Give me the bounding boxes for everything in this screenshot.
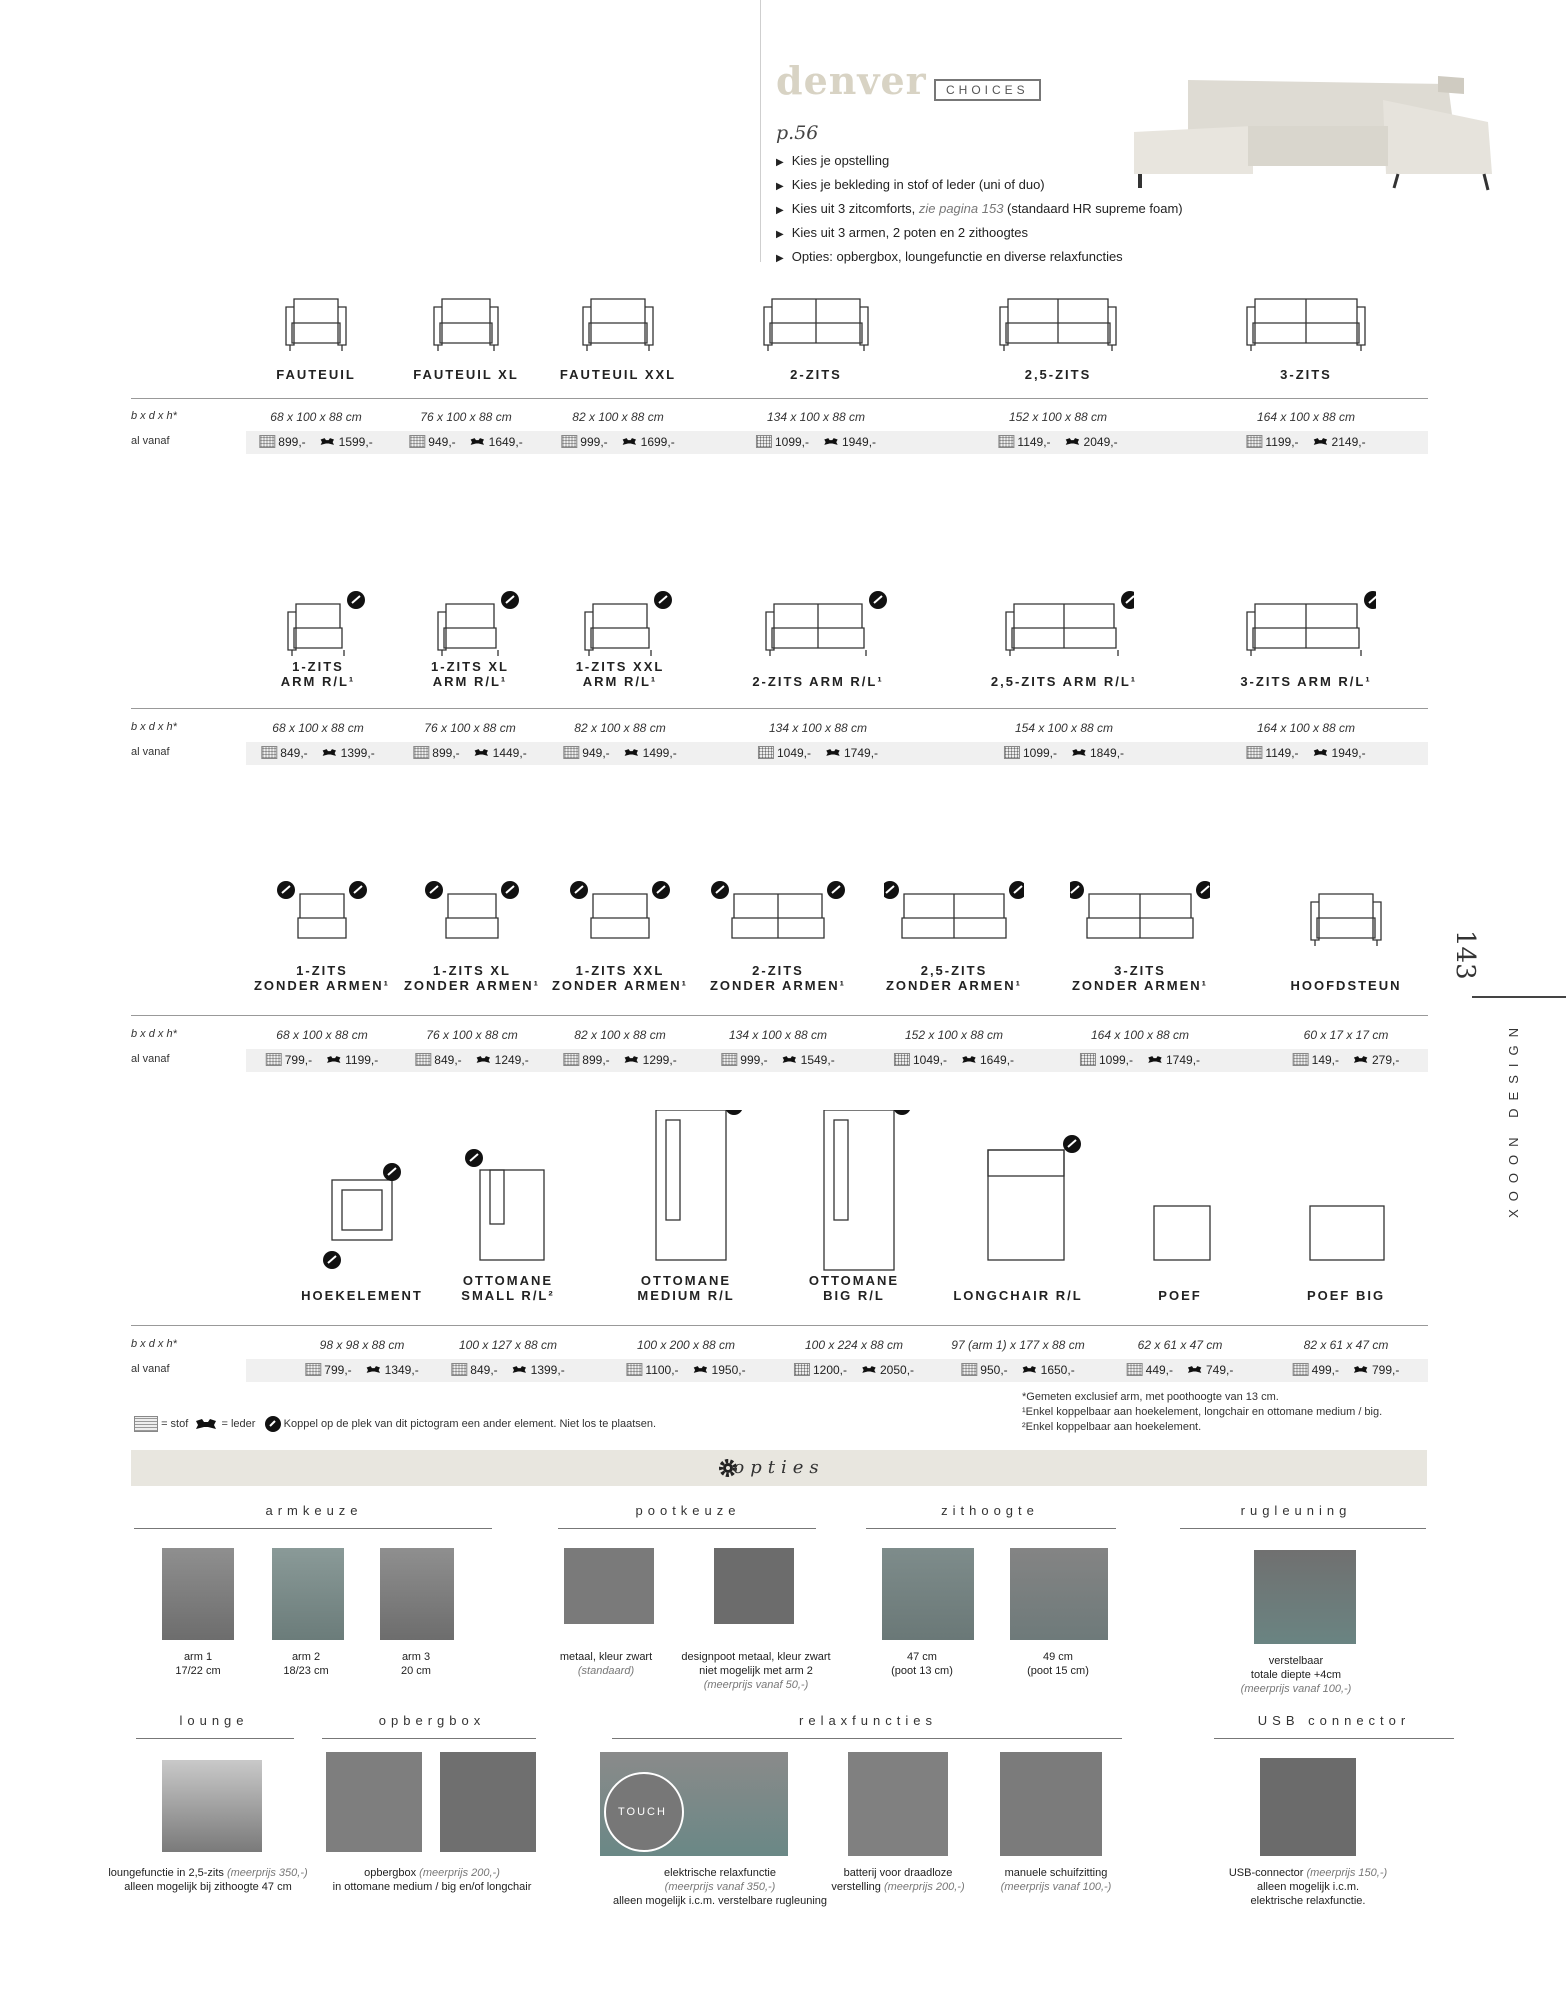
leather-icon [1065, 436, 1081, 447]
sofa-hero-image [1128, 70, 1500, 200]
legend-leather-label: = leder [221, 1417, 256, 1430]
product-dimensions: 82 x 61 x 47 cm [1303, 1338, 1389, 1352]
fabric-price: 899,- [278, 435, 306, 449]
feature-item: ▶ Kies je bekleding in stof of leder (uni of duo) [776, 174, 1183, 198]
caption-relax-electric: elektrische relaxfunctie (meerprijs vanaf 350,-) alleen mogelijk i.c.m. verstelbare rugleuning [613, 1867, 827, 1907]
price-row-label: al vanaf [131, 435, 170, 447]
corner-element-icon [292, 1110, 432, 1290]
caption-leg1: metaal, kleur zwart (standaard) [559, 1651, 653, 1677]
divider [134, 1528, 492, 1529]
product-dimensions: 134 x 100 x 88 cm [728, 1028, 828, 1042]
side-brand: XOOON DESIGN [1506, 1020, 1521, 1218]
leather-price: 1399,- [340, 746, 375, 760]
leather-price: 749,- [1206, 1363, 1234, 1377]
product-name: FAUTEUIL [276, 367, 356, 382]
caption-sliding-seat: manuele schuifzitting (meerprijs vanaf 100,-) [1000, 1867, 1112, 1893]
fabric-price: 1099,- [774, 435, 809, 449]
battery-photo [848, 1752, 948, 1856]
storage-photo-2 [440, 1752, 536, 1852]
feature-item: ▶ Kies uit 3 zitcomforts, zie pagina 153 (standaard HR supreme foam) [776, 198, 1183, 222]
fabric-icon [794, 1363, 810, 1376]
caption-lounge: loungefunctie in 2,5-zits (meerprijs 350,-) alleen mogelijk bij zithoogte 47 cm [108, 1867, 308, 1893]
leather-price: 2149,- [1331, 435, 1366, 449]
link-icon [1063, 1135, 1081, 1153]
fabric-icon [1246, 435, 1262, 448]
product-dimensions: 134 x 100 x 88 cm [766, 410, 866, 424]
leather-icon [366, 1364, 382, 1375]
caption-arm2: arm 2 18/23 cm [283, 1651, 329, 1677]
pouf-icon [1110, 1110, 1250, 1290]
product-name: POEF BIG [1306, 1288, 1386, 1303]
fabric-price: 1199,- [1265, 435, 1299, 449]
leather-price: 1349,- [384, 1363, 419, 1377]
product-name: 3-ZITS [1280, 367, 1332, 382]
product-price [1246, 435, 1365, 450]
leather-icon [782, 1054, 798, 1065]
product-name: 1-ZITS XL ARM R/L¹ [431, 659, 509, 689]
product-name: 1-ZITS XXL ARM R/L¹ [575, 659, 665, 689]
legend-fabric-label: = stof [161, 1417, 189, 1430]
footnotes [1022, 1390, 1382, 1435]
ottoman-big-icon [784, 1110, 924, 1290]
product-price [305, 1363, 418, 1378]
leather-icon [512, 1364, 528, 1375]
divider [558, 1528, 816, 1529]
fabric-price: 950,- [980, 1363, 1008, 1377]
table-divider [131, 1015, 1428, 1016]
product-name: 1-ZITS XL ZONDER ARMEN¹ [403, 963, 541, 993]
fabric-icon [305, 1363, 321, 1376]
leather-price: 799,- [1372, 1363, 1400, 1377]
product-name: FAUTEUIL XL [413, 367, 519, 382]
dims-row-label: b x d x h* [131, 721, 177, 733]
link-icon [884, 881, 899, 899]
leather-icon [1022, 1364, 1038, 1375]
caption-seat49: 49 cm (poot 15 cm) [1027, 1651, 1089, 1677]
fabric-icon [756, 435, 772, 448]
product-price [626, 1363, 745, 1378]
fabric-icon [266, 1053, 282, 1066]
touch-label: TOUCH [618, 1806, 667, 1818]
fabric-icon [1080, 1053, 1096, 1066]
leather-price: 1599,- [338, 435, 373, 449]
fabric-icon [563, 746, 579, 759]
product-price [413, 746, 526, 761]
dims-row-label: b x d x h* [131, 410, 177, 422]
leather-icon [1313, 436, 1329, 447]
product-name: HOOFDSTEUN [1290, 978, 1402, 993]
product-dimensions: 164 x 100 x 88 cm [1090, 1028, 1190, 1042]
leather-price: 1249,- [494, 1053, 529, 1067]
leather-price: 1499,- [642, 746, 677, 760]
leather-price: 1949,- [842, 435, 877, 449]
caption-battery: batterij voor draadloze verstelling (meerprijs 200,-) [831, 1867, 965, 1893]
link-icon [323, 1251, 341, 1269]
fabric-price: 849,- [434, 1053, 462, 1067]
product-price [758, 746, 878, 761]
link-icon [869, 591, 887, 609]
link-icon [725, 1110, 743, 1115]
link-icon [893, 1110, 911, 1115]
fabric-price: 799,- [284, 1053, 313, 1067]
usb-photo [1260, 1758, 1356, 1856]
product-dimensions: 76 x 100 x 88 cm [420, 410, 512, 424]
leather-icon [622, 436, 638, 447]
leather-icon [326, 1054, 342, 1065]
link-icon [501, 591, 519, 609]
product-name: OTTOMANE SMALL R/L² [461, 1273, 555, 1303]
link-icon [425, 881, 443, 899]
fabric-icon [1004, 746, 1020, 759]
footnote: ²Enkel koppelbaar aan hoekelement. [1022, 1421, 1202, 1433]
leather-icon [474, 747, 490, 758]
link-icon [349, 881, 367, 899]
leather-icon [1147, 1054, 1163, 1065]
product-price [894, 1053, 1014, 1068]
product-dimensions: 60 x 17 x 17 cm [1303, 1028, 1389, 1042]
caption-leg2: designpoot metaal, kleur zwart niet mogelijk met arm 2 (meerprijs vanaf 50,-) [681, 1651, 831, 1691]
fabric-icon [626, 1363, 642, 1376]
leather-icon [320, 436, 336, 447]
table-divider [131, 398, 1428, 399]
caption-storage: opbergbox (meerprijs 200,-) in ottomane medium / big en/of longchair [332, 1867, 532, 1893]
product-name: POEF [1158, 1288, 1202, 1303]
group-usb: USB connector [1257, 1713, 1411, 1728]
fabric-price: 449,- [1145, 1363, 1173, 1377]
fabric-price: 949,- [582, 746, 610, 760]
product-dimensions: 100 x 127 x 88 cm [458, 1338, 558, 1352]
product-name: FAUTEUIL XXL [559, 367, 677, 382]
footnote: ¹Enkel koppelbaar aan hoekelement, longchair en ottomane medium / big. [1022, 1406, 1383, 1418]
fabric-icon [261, 746, 277, 759]
ottoman-small-icon [438, 1110, 578, 1290]
leather-price: 1749,- [844, 746, 879, 760]
leather-icon [624, 747, 640, 758]
leather-price: 1949,- [1331, 746, 1366, 760]
product-price [998, 435, 1117, 450]
legend [134, 1416, 656, 1432]
fabric-icon [721, 1053, 737, 1066]
leg1-photo [564, 1548, 654, 1624]
link-icon [501, 881, 519, 899]
seat49-photo [1010, 1548, 1108, 1640]
fabric-price: 949,- [428, 435, 456, 449]
product-price [1080, 1053, 1200, 1068]
lounge-photo [162, 1760, 262, 1852]
product-dimensions: 76 x 100 x 88 cm [424, 721, 516, 735]
relax-electric-photo [600, 1752, 788, 1856]
product-name: 2,5-ZITS ARM R/L¹ [990, 674, 1138, 689]
product-price [1293, 1053, 1400, 1068]
product-dimensions: 68 x 100 x 88 cm [276, 1028, 368, 1042]
product-price [563, 746, 676, 761]
divider [136, 1738, 294, 1739]
storage-photo-1 [326, 1752, 422, 1852]
product-dimensions: 164 x 100 x 88 cm [1256, 410, 1356, 424]
fabric-icon [134, 1416, 158, 1432]
product-price [961, 1363, 1074, 1378]
product-dimensions: 68 x 100 x 88 cm [272, 721, 364, 735]
product-dimensions: 82 x 100 x 88 cm [574, 721, 666, 735]
link-icon [277, 881, 295, 899]
fabric-icon [1246, 746, 1262, 759]
fabric-price: 999,- [740, 1053, 768, 1067]
group-pootkeuze: pootkeuze [635, 1503, 741, 1518]
fabric-price: 1100,- [645, 1363, 679, 1377]
leg2-photo [714, 1548, 794, 1624]
leather-price: 1749,- [1166, 1053, 1201, 1067]
leather-price: 1549,- [800, 1053, 835, 1067]
header-divider [760, 0, 761, 262]
product-dimensions: 100 x 224 x 88 cm [804, 1338, 904, 1352]
divider [612, 1738, 1122, 1739]
product-dimensions: 68 x 100 x 88 cm [270, 410, 362, 424]
product-dimensions: 152 x 100 x 88 cm [1008, 410, 1108, 424]
fabric-icon [409, 435, 425, 448]
link-icon [1070, 881, 1084, 899]
leather-icon [194, 1417, 218, 1431]
product-price [1127, 1363, 1234, 1378]
fabric-icon [894, 1053, 910, 1066]
fabric-price: 1099,- [1098, 1053, 1133, 1067]
product-name: 3-ZITS ZONDER ARMEN¹ [1071, 963, 1209, 993]
product-dimensions: 98 x 98 x 88 cm [319, 1338, 405, 1352]
dims-row-label: b x d x h* [131, 1338, 177, 1350]
fabric-icon [998, 435, 1014, 448]
arm3-photo [380, 1548, 454, 1640]
leather-price: 1199,- [345, 1053, 379, 1067]
fabric-icon [259, 435, 275, 448]
product-price [1293, 1363, 1400, 1378]
group-zithoogte: zithoogte [941, 1503, 1039, 1518]
headrest-icon [1276, 880, 1416, 980]
arm1-photo [162, 1548, 234, 1640]
fabric-icon [415, 1053, 431, 1066]
seat47-photo [882, 1548, 974, 1640]
product-price [1246, 746, 1365, 761]
feature-list [776, 150, 1183, 270]
link-icon [1196, 881, 1210, 899]
group-rugleuning: rugleuning [1240, 1503, 1352, 1518]
fabric-price: 499,- [1311, 1363, 1339, 1377]
choices-badge: CHOICES [934, 79, 1041, 101]
ottoman-medium-icon [616, 1110, 756, 1290]
product-dimensions: 164 x 100 x 88 cm [1256, 721, 1356, 735]
link-icon [265, 1416, 281, 1432]
leather-price: 1650,- [1040, 1363, 1075, 1377]
leather-icon [823, 436, 839, 447]
leather-price: 1299,- [642, 1053, 677, 1067]
fabric-price: 799,- [324, 1363, 352, 1377]
product-price [259, 435, 372, 450]
leather-icon [825, 747, 841, 758]
product-name: 2,5-ZITS ZONDER ARMEN¹ [885, 963, 1023, 993]
product-name: OTTOMANE MEDIUM R/L [637, 1273, 735, 1303]
product-price [756, 435, 876, 450]
caption-seat47: 47 cm (poot 13 cm) [891, 1651, 953, 1677]
link-icon [1121, 591, 1134, 609]
leather-icon [322, 747, 338, 758]
leather-icon [1353, 1054, 1369, 1065]
fabric-price: 149,- [1311, 1053, 1339, 1067]
leather-icon [693, 1364, 709, 1375]
price-row-label: al vanaf [131, 746, 170, 758]
product-dimensions: 152 x 100 x 88 cm [904, 1028, 1004, 1042]
price-row-label: al vanaf [131, 1053, 170, 1065]
leather-icon [1187, 1364, 1203, 1375]
link-icon [465, 1149, 483, 1167]
brand-title: denver [776, 58, 927, 103]
pouf-big-icon [1276, 1110, 1416, 1290]
product-dimensions: 62 x 61 x 47 cm [1137, 1338, 1223, 1352]
product-name: LONGCHAIR R/L [953, 1288, 1083, 1303]
product-name: HOEKELEMENT [301, 1288, 423, 1303]
fabric-price: 1099,- [1022, 746, 1057, 760]
footnote: *Gemeten exclusief arm, met poothoogte van 13 cm. [1022, 1391, 1279, 1403]
leather-price: 1649,- [980, 1053, 1015, 1067]
fabric-price: 849,- [280, 746, 308, 760]
fabric-icon [1127, 1363, 1143, 1376]
fabric-price: 899,- [432, 746, 460, 760]
product-name: 1-ZITS ARM R/L¹ [280, 659, 356, 689]
sliding-seat-photo [1000, 1752, 1102, 1856]
leather-icon [1071, 747, 1087, 758]
leather-price: 1849,- [1090, 746, 1125, 760]
fabric-icon [563, 1053, 579, 1066]
product-name: 3-ZITS ARM R/L¹ [1240, 674, 1372, 689]
side-rule [1472, 996, 1566, 998]
caption-usb: USB-connector (meerprijs 150,-) alleen mogelijk i.c.m. elektrische relaxfunctie. [1228, 1867, 1388, 1907]
product-dimensions: 97 (arm 1) x 177 x 88 cm [951, 1338, 1085, 1352]
fabric-price: 849,- [470, 1363, 498, 1377]
product-price [409, 435, 522, 450]
divider [1180, 1528, 1426, 1529]
product-dimensions: 82 x 100 x 88 cm [572, 410, 664, 424]
arm2-photo [272, 1548, 344, 1640]
divider [322, 1738, 536, 1739]
fabric-icon [451, 1363, 467, 1376]
longchair-icon [948, 1110, 1088, 1290]
leather-icon [624, 1054, 640, 1065]
product-price [794, 1363, 914, 1378]
fabric-icon [1293, 1053, 1309, 1066]
fabric-price: 1149,- [1265, 746, 1299, 760]
fabric-price: 1049,- [912, 1053, 947, 1067]
product-price [1004, 746, 1124, 761]
product-name: OTTOMANE BIG R/L [808, 1273, 900, 1303]
product-dimensions: 154 x 100 x 88 cm [1014, 721, 1114, 735]
leather-icon [1313, 747, 1329, 758]
product-price [451, 1363, 564, 1378]
fabric-icon [413, 746, 429, 759]
product-price [563, 1053, 676, 1068]
product-name: 1-ZITS ZONDER ARMEN¹ [253, 963, 391, 993]
fabric-price: 1200,- [812, 1363, 847, 1377]
caption-arm3: arm 3 20 cm [401, 1651, 431, 1677]
product-dimensions: 76 x 100 x 88 cm [426, 1028, 518, 1042]
leather-price: 1699,- [640, 435, 675, 449]
leather-icon [476, 1054, 492, 1065]
options-title: opties [733, 1457, 825, 1478]
product-price [561, 435, 674, 450]
product-name: 2-ZITS ZONDER ARMEN¹ [709, 963, 847, 993]
options-header [131, 1450, 1427, 1486]
product-price [721, 1053, 834, 1068]
fabric-icon [961, 1363, 977, 1376]
link-icon [654, 591, 672, 609]
leather-price: 279,- [1372, 1053, 1400, 1067]
product-name: 1-ZITS XXL ZONDER ARMEN¹ [551, 963, 689, 993]
divider [866, 1528, 1116, 1529]
product-price [415, 1053, 528, 1068]
product-name: 2-ZITS [790, 367, 842, 382]
dims-row-label: b x d x h* [131, 1028, 177, 1040]
product-dimensions: 82 x 100 x 88 cm [574, 1028, 666, 1042]
group-relaxfuncties: relaxfuncties [799, 1713, 937, 1728]
feature-item: ▶ Opties: opbergbox, loungefunctie en diverse relaxfuncties [776, 246, 1183, 270]
group-lounge: lounge [179, 1713, 249, 1728]
product-price [261, 746, 374, 761]
product-name: 2-ZITS ARM R/L¹ [752, 674, 884, 689]
group-opbergbox: opbergbox [378, 1713, 486, 1728]
product-dimensions: 134 x 100 x 88 cm [768, 721, 868, 735]
fabric-icon [758, 746, 774, 759]
product-price [266, 1053, 379, 1068]
fabric-icon [561, 435, 577, 448]
table-divider [131, 708, 1428, 709]
leather-icon [961, 1054, 977, 1065]
backrest-photo [1254, 1550, 1356, 1644]
link-icon [1364, 591, 1376, 609]
legend-link-label: Koppel op de plek van dit pictogram een ander element. Niet los te plaatsen. [283, 1417, 657, 1430]
leather-price: 1649,- [488, 435, 523, 449]
group-armkeuze: armkeuze [265, 1503, 363, 1518]
fabric-price: 1149,- [1017, 435, 1051, 449]
link-icon [711, 881, 729, 899]
feature-item: ▶ Kies je opstelling [776, 150, 1183, 174]
divider [1214, 1738, 1454, 1739]
caption-arm1: arm 1 17/22 cm [175, 1651, 221, 1677]
leather-price: 2049,- [1083, 435, 1118, 449]
fabric-icon [1293, 1363, 1309, 1376]
leather-icon [861, 1364, 877, 1375]
page-number: 143 [1450, 930, 1480, 980]
link-icon [570, 881, 588, 899]
link-icon [1009, 881, 1024, 899]
price-row-label: al vanaf [131, 1363, 170, 1375]
leather-price: 1950,- [711, 1363, 746, 1377]
link-icon [652, 881, 670, 899]
page-reference: p.56 [776, 122, 819, 144]
feature-item: ▶ Kies uit 3 armen, 2 poten en 2 zithoogtes [776, 222, 1183, 246]
fabric-price: 999,- [580, 435, 608, 449]
link-icon [383, 1163, 401, 1181]
leather-icon [470, 436, 486, 447]
leather-price: 1399,- [530, 1363, 565, 1377]
link-icon [827, 881, 845, 899]
leather-price: 1449,- [492, 746, 527, 760]
product-dimensions: 100 x 200 x 88 cm [636, 1338, 736, 1352]
product-name: 2,5-ZITS [1024, 367, 1092, 382]
fabric-price: 899,- [582, 1053, 610, 1067]
fabric-price: 1049,- [776, 746, 811, 760]
table-divider [131, 1325, 1428, 1326]
link-icon [347, 591, 365, 609]
caption-backrest: verstelbaar totale diepte +4cm (meerprijs vanaf 100,-) [1240, 1655, 1352, 1695]
leather-price: 2050,- [880, 1363, 915, 1377]
leather-icon [1353, 1364, 1369, 1375]
